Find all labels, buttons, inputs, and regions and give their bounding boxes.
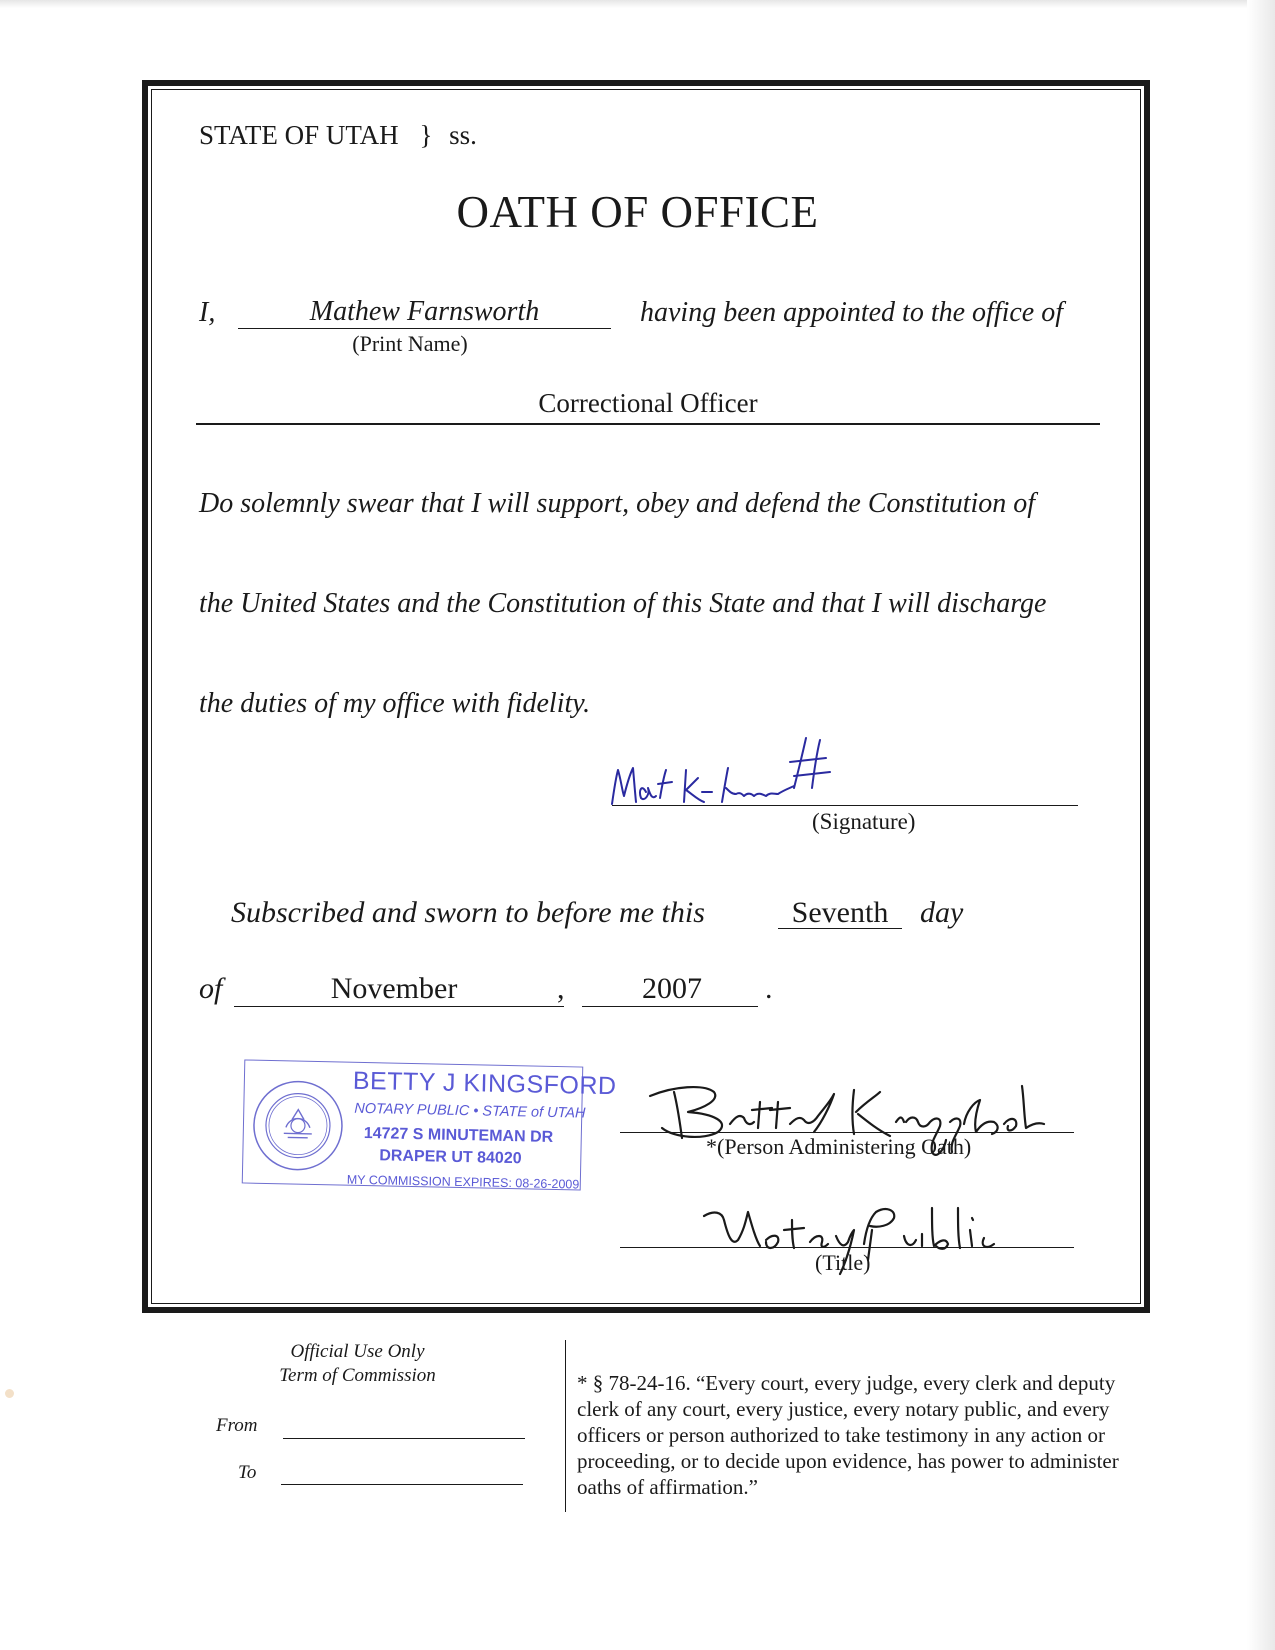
day-value: Seventh — [791, 896, 889, 929]
administrator-label: *(Person Administering Oath) — [706, 1134, 972, 1159]
print-name-label: (Print Name) — [352, 331, 468, 356]
year-value: 2007 — [642, 972, 702, 1005]
appointee-signature — [608, 732, 838, 812]
sworn-text: Subscribed and sworn to before me this — [231, 896, 705, 929]
name-underline — [238, 328, 611, 329]
notary-city: DRAPER UT 84020 — [379, 1147, 522, 1168]
office-underline — [196, 423, 1100, 425]
oath-line: the duties of my office with fidelity. — [199, 688, 591, 719]
signature-underline — [612, 805, 1078, 806]
notary-address: 14727 S MINUTEMAN DR — [363, 1124, 554, 1146]
appointee-name: Mathew Farnsworth — [309, 296, 540, 327]
document-title: OATH OF OFFICE — [456, 187, 819, 237]
title-handwriting — [700, 1200, 1080, 1280]
appointed-text: having been appointed to the office of — [640, 297, 1064, 328]
ss-label: ss. — [449, 120, 477, 150]
brace-glyph: } — [419, 120, 433, 150]
scan-smudge — [5, 1389, 14, 1398]
notary-expiration: MY COMMISSION EXPIRES: 08-26-2009 — [346, 1172, 580, 1192]
signature-label: (Signature) — [812, 809, 916, 834]
scan-top-shadow — [0, 0, 1275, 8]
state-label: STATE OF UTAH — [199, 120, 399, 150]
office-title: Correctional Officer — [538, 388, 758, 418]
from-label: From — [216, 1415, 258, 1436]
of-word: of — [199, 972, 223, 1005]
comma-glyph: , — [557, 972, 565, 1005]
official-use-label: Official Use Only — [290, 1341, 425, 1362]
day-underline — [778, 928, 902, 929]
statute-text: * § 78-24-16. “Every court, every judge, every clerk and deputy clerk of any court, every justice, every notary public, and every officers or person authorized to take testimony in any action or proceeding, or to decide upon evidence, has power to administer oaths of affirmation.” — [577, 1371, 1119, 1499]
state-seal-icon — [251, 1079, 345, 1173]
month-value: November — [330, 972, 458, 1005]
title-label: (Title) — [815, 1250, 871, 1275]
notary-title: NOTARY PUBLIC • STATE of UTAH — [354, 1100, 586, 1122]
oath-line: the United States and the Constitution of this State and that I will discharge — [199, 588, 1047, 619]
notary-name: BETTY J KINGSFORD — [352, 1066, 617, 1101]
title-underline — [620, 1247, 1074, 1248]
month-underline — [234, 1006, 564, 1007]
year-underline — [582, 1006, 758, 1007]
scan-edge-shadow — [1247, 0, 1275, 1650]
oath-line: Do solemnly swear that I will support, obey and defend the Constitution of — [199, 488, 1036, 519]
to-field-line — [281, 1484, 523, 1485]
footer-divider — [565, 1340, 566, 1512]
from-field-line — [283, 1438, 525, 1439]
i-label: I, — [199, 297, 216, 328]
term-label: Term of Commission — [279, 1365, 436, 1386]
day-word: day — [920, 896, 964, 929]
administrator-underline — [620, 1132, 1074, 1133]
to-label: To — [238, 1462, 257, 1483]
period-glyph: . — [765, 972, 773, 1005]
state-heading — [199, 120, 477, 151]
notary-stamp — [242, 1059, 617, 1192]
